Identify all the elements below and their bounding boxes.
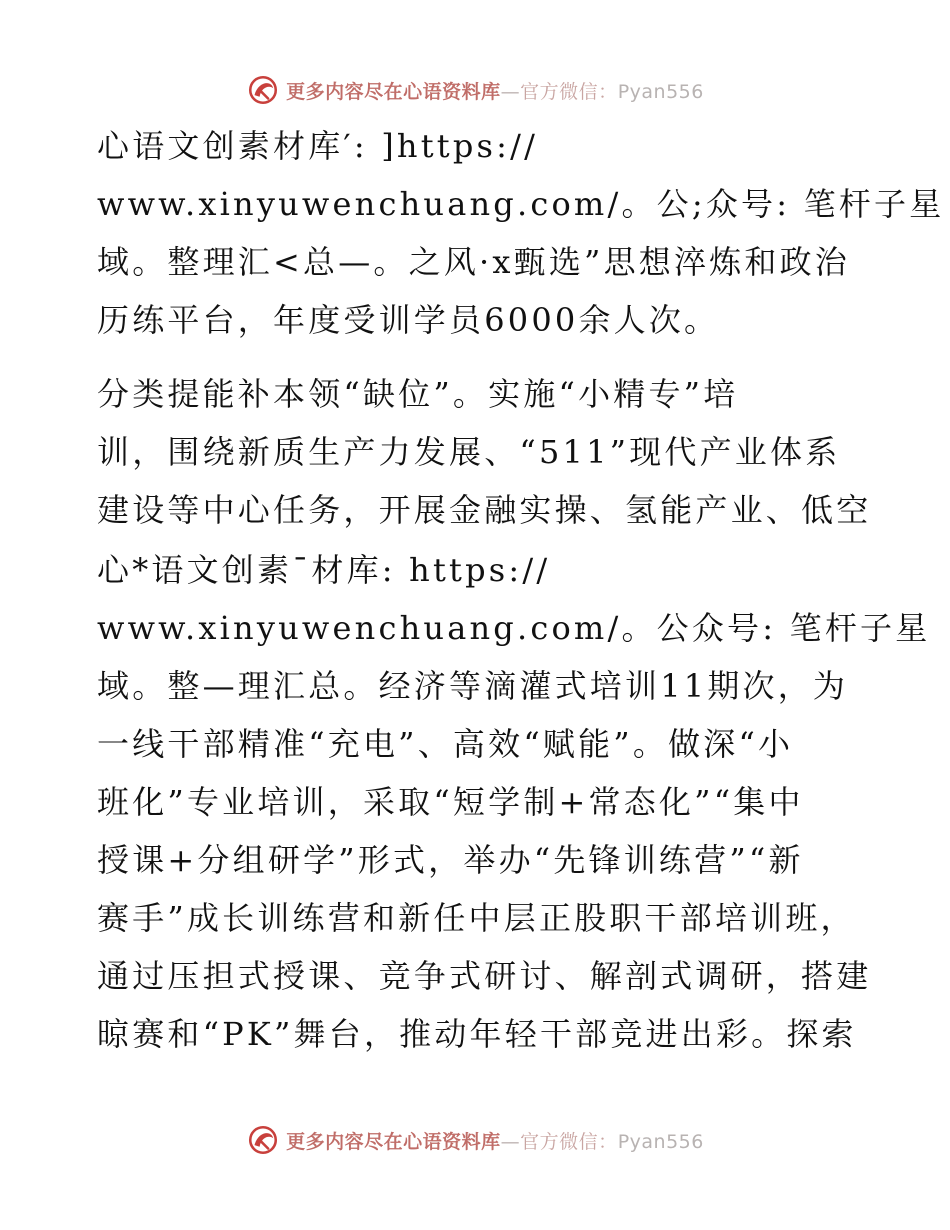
body-line: 建设等中心任务，开展金融实操、氢能产业、低空 bbox=[97, 491, 872, 529]
header-watermark-text: 更多内容尽在心语资料库—官方微信：Pyan556 bbox=[286, 80, 704, 103]
body-line: 班化”专业培训，采取“短学制+常态化”“集中 bbox=[97, 783, 804, 821]
header-watermark bbox=[0, 70, 950, 110]
body-line: 分类提能补本领“缺位”。实施“小精专”培 bbox=[97, 375, 739, 413]
red-swirl-logo-icon bbox=[246, 1123, 280, 1157]
body-line: 一线干部精准“充电”、高效“赋能”。做深“小 bbox=[97, 725, 794, 763]
footer-watermark-text: 更多内容尽在心语资料库—官方微信：Pyan556 bbox=[286, 1130, 704, 1153]
body-line: www.xinyuwenchuang.com/。公众号: 笔杆子星 bbox=[97, 609, 931, 647]
body-line: 赛手”成长训练营和新任中层正股职干部培训班， bbox=[97, 899, 856, 937]
red-swirl-logo-icon bbox=[246, 73, 280, 107]
body-line: 心语文创素材库′: ]https:// bbox=[97, 127, 539, 165]
body-line: 授课+分组研学”形式，举办“先锋训练营”“新 bbox=[97, 841, 804, 879]
body-line: 晾赛和“PK”舞台，推动年轻干部竞进出彩。探索 bbox=[97, 1015, 857, 1053]
footer-watermark bbox=[0, 1120, 950, 1160]
body-line: 通过压担式授课、竞争式研讨、解剖式调研，搭建 bbox=[97, 957, 872, 995]
body-line: www.xinyuwenchuang.com/。公;众号: 笔杆子星 bbox=[97, 185, 945, 223]
body-line: 心*语文创素¯材库: https:// bbox=[97, 551, 551, 589]
body-line: 域。整—理汇总。经济等滴灌式培训11期次，为 bbox=[97, 667, 849, 705]
body-line: 域。整理汇<总—。之风·x甄选”思想淬炼和政治 bbox=[97, 243, 850, 281]
body-line: 历练平台，年度受训学员6000余人次。 bbox=[97, 301, 720, 339]
body-line: 训，围绕新质生产力发展、“511”现代产业体系 bbox=[97, 433, 841, 471]
